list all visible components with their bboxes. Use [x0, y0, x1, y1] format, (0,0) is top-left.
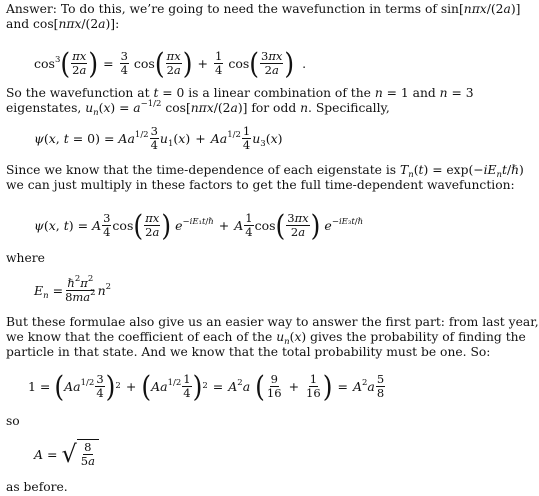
- where-label: where: [6, 251, 45, 265]
- closing-text: as before.: [6, 480, 68, 494]
- para4-line2: we know that the coefficient of each of the $u_n(x)$ gives the probability of finding the: [6, 330, 526, 347]
- equation-normalization: 1 = ( $Aa^{1/2}$ $\frac{3}{4}$ ) 2 + ( $Aa^{1/2}$ $\frac{1}{4}$ ) 2 = $A^2a$ ( $\frac{9}{16}$ + $\frac{1}{16}$ ) = $A^2a$ $\frac{5}{8}$: [28, 369, 385, 403]
- equation-psi-t: ψ (x, t) = A $\frac{3}{4}$ cos ( $\frac{\pi x}{2a}$ ) $e^{-iE_1t/\hbar}$ + A $\frac{1}{4}$ cos ( $\frac{3\pi x}{2a}$ ) $e^{-iE_3t/\hbar}$: [34, 208, 364, 242]
- equation-energy: $E_n$ = $\frac{\hbar^2\pi^2}{8ma^2}$ $n^2$: [34, 273, 112, 304]
- equation-psi-t0: ψ (x, $t = 0) = Aa^{1/2}$ $\frac{3}{4}$ $u_1(x)$ + $Aa^{1/2}$ $\frac{1}{4}$ $u_3(x)$: [34, 123, 283, 152]
- para3-line2: we can just multiply in these factors to get the full time-dependent wavefunction:: [6, 178, 515, 192]
- equation-cos-cubed: $\cos^3$ ( $\frac{\pi x}{2a}$ ) = $\frac{3}{4}$ cos ( $\frac{\pi x}{2a}$ ) + $\frac{1}{4}$ cos ( $\frac{3\pi x}{2a}$ ) .: [34, 46, 307, 80]
- para2-line1: So the wavefunction at t = 0 is a linear combination of the n = 1 and n = 3: [6, 86, 474, 100]
- equation-A-value: A = √ $\frac{8}{5a}$: [34, 434, 99, 474]
- para3-line1: Since we know that the time-dependence of each eigenstate is $T_n(t)$ = $\exp(-iE_nt/\hbar)$: [6, 163, 524, 180]
- para4-line3: particle in that state. And we know that the total probability must be one. So:: [6, 345, 491, 359]
- para1-line1: Answer: To do this, we’re going to need the wavefunction in terms of sin[nπx/(2a)]: [6, 2, 521, 16]
- so-label: so: [6, 414, 20, 428]
- para4-line1: But these formulae also give us an easier way to answer the first part: from last year,: [6, 315, 539, 329]
- para2-line2: eigenstates, $u_n(x) = a^{-1/2}$ cos[nπx/(2a)] for odd n. Specifically,: [6, 99, 390, 118]
- sqrt-symbol: √ $\frac{8}{5a}$: [61, 439, 98, 469]
- para1-line2: and cos[nπx/(2a)]:: [6, 17, 120, 31]
